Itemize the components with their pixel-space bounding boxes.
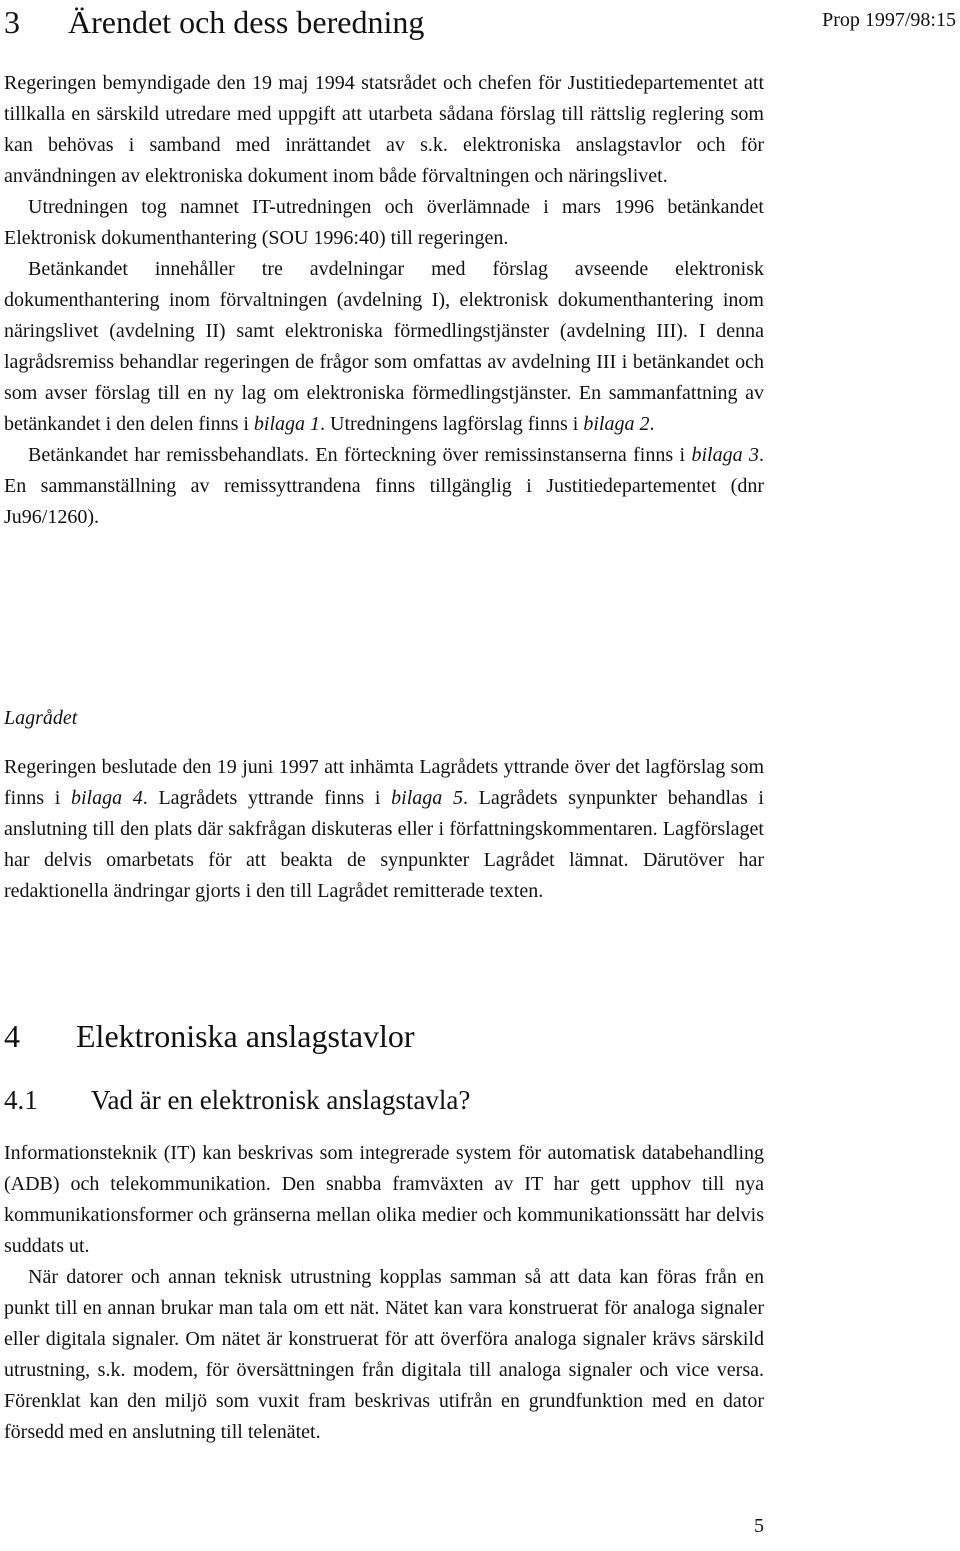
chapter-title: Ärendet och dess beredning — [68, 4, 425, 40]
paragraph — [4, 752, 764, 907]
paragraph: Informationsteknik (IT) kan beskrivas som integrerade system för automatisk databehandling (ADB) och telekommunikation. Den snabba framväxten av IT har gett upphov till nya kommunikationsformer och gränserna mellan olika medier och kommunikationssätt har delvis suddats ut. — [4, 1142, 764, 1257]
paragraph-text: . En sammanställning av remissyttrandena finns tillgänglig i Justitiedepartementet (dnr Ju96/1260). — [4, 444, 764, 528]
paragraph: Utredningen tog namnet IT-utredningen och överlämnade i mars 1996 betänkandet Elektronisk dokumenthantering (SOU 1996:40) till regeringen. — [4, 196, 764, 249]
section-number: 4 — [4, 1018, 20, 1054]
subsection-number: 4.1 — [4, 1085, 38, 1115]
paragraph: När datorer och annan teknisk utrustning kopplas samman så att data kan föras från en punkt till en annan brukar man tala om ett nät. Nätet kan vara konstruerat för analoga signaler eller digitala signaler. Om nätet är konstruerat för att överföra analoga signaler krävs särskild utrustning, s.k. modem, för översättningen från digitala till analoga signaler och vice versa. Förenklat kan den miljö som vuxit fram beskrivas utifrån en grundfunktion med en dator försedd med en anslutning till telenätet. — [4, 1266, 764, 1443]
appendix-ref: bilaga 3 — [691, 444, 759, 466]
chapter3-body — [4, 68, 764, 533]
appendix-ref: bilaga 1 — [253, 413, 321, 435]
lagradet-body — [4, 752, 764, 907]
paragraph-text: Regeringen beslutade den 19 juni 1997 att inhämta Lagrådets yttrande över det lagförslag som finns i — [4, 756, 764, 809]
paragraph-text: Betänkandet innehåller tre avdelningar med förslag avseende elektronisk dokumenthantering inom förvaltningen (avdelning I), elektronisk dokumenthantering inom näringslivet (avdelning II) samt elektroniska förmedlingstjänster (avdelning III). I denna lagrådsremiss behandlar regeringen de frågor som omfattas av avdelning III i betänkandet och som avser förslag till en ny lag om elektroniska förmedlingstjänster. En sammanfattning av betänkandet i den delen finns i — [4, 258, 764, 435]
prop-reference: Prop 1997/98:15 — [822, 9, 956, 31]
paragraph — [4, 440, 764, 533]
subsection-heading — [4, 1083, 470, 1117]
paragraph: Regeringen bemyndigade den 19 maj 1994 statsrådet och chefen för Justitiedepartementet att tillkalla en särskild utredare med uppgift att utarbeta sådana förslag till rättslig reglering som kan behövas i samband med inrättandet av s.k. elektroniska anslagstavlor och för användningen av elektroniska dokument inom både förvaltningen och näringslivet. — [4, 72, 764, 187]
page-number: 5 — [754, 1515, 764, 1537]
subsection-title: Vad är en elektronisk anslagstavla? — [91, 1085, 471, 1115]
appendix-ref: bilaga 4 — [70, 787, 143, 809]
lagradet-heading: Lagrådet — [4, 707, 78, 729]
paragraph — [4, 254, 764, 440]
section-heading — [4, 1016, 415, 1056]
paragraph-text: . — [649, 413, 655, 435]
appendix-ref: bilaga 2 — [583, 413, 650, 435]
paragraph-text: . Lagrådets synpunkter behandlas i anslutning till den plats där sakfrågan diskuteras eller i författningskommentaren. Lagförslaget har delvis omarbetats för att beakta de synpunkter Lagrådet lämnat. Därutöver har redaktionella ändringar gjorts i den till Lagrådet remitterade texten. — [4, 787, 764, 902]
paragraph-text: . Lagrådets yttrande finns i — [142, 787, 392, 809]
appendix-ref: bilaga 5 — [391, 787, 463, 809]
chapter4-body — [4, 1138, 764, 1448]
paragraph-text: Betänkandet har remissbehandlats. En förteckning över remissinstanserna finns i — [28, 444, 692, 466]
paragraph-text: . Utredningens lagförslag finns i — [320, 413, 584, 435]
chapter-number: 3 — [4, 4, 20, 40]
chapter-heading — [4, 2, 424, 42]
section-title: Elektroniska anslagstavlor — [76, 1018, 415, 1054]
